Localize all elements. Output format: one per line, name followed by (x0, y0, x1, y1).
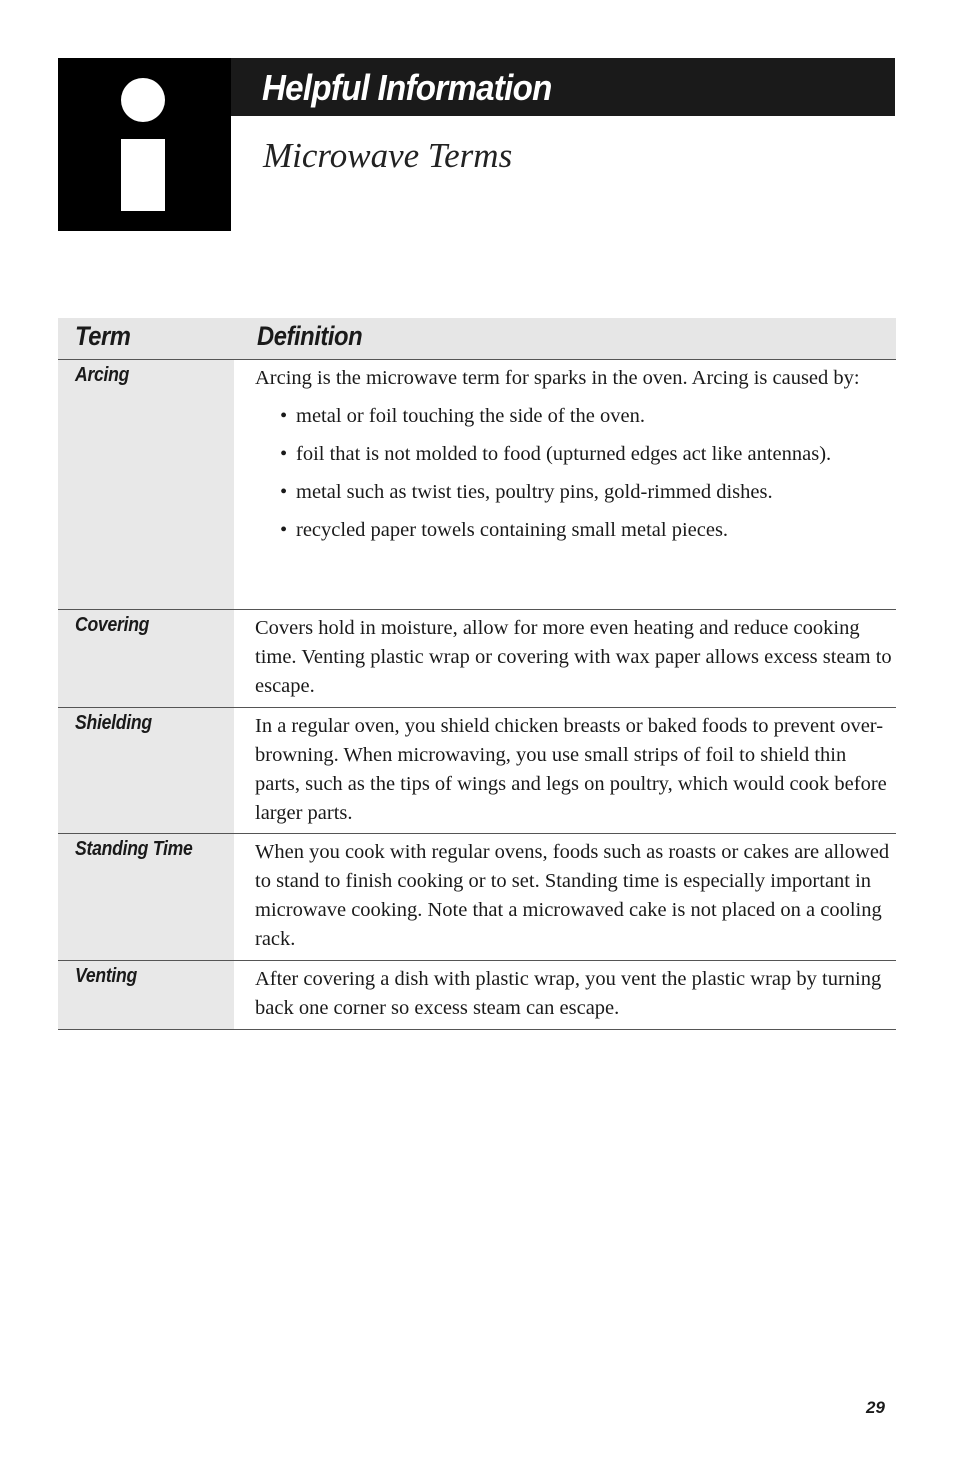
page-title: Microwave Terms (263, 136, 513, 175)
list-item: • recycled paper towels containing small metal pieces. (280, 519, 729, 541)
term-cell (58, 360, 234, 609)
info-icon-dot (121, 78, 165, 122)
term-label: Shielding (75, 712, 152, 734)
term-label: Covering (75, 614, 150, 636)
table-row (58, 961, 896, 1030)
table-row (58, 708, 896, 834)
definition-cell (234, 610, 896, 707)
definition-text: Arcing is the microwave term for sparks in the oven. Arcing is caused by: (255, 367, 860, 389)
definition-text: When you cook with regular ovens, foods such as roasts or cakes are allowed to stand to finish cooking or to set. Standing time is especially important in microwave cooking. Note that a microwaved cake is not placed on a cooling rack. (255, 841, 890, 950)
section-title: Helpful Information (262, 67, 552, 108)
definition-cell (234, 961, 896, 1029)
term-cell (58, 961, 234, 1029)
list-item: • foil that is not molded to food (upturned edges act like antennas). (280, 443, 832, 465)
term-label: Standing Time (75, 838, 193, 860)
bullet-list (255, 402, 896, 545)
term-cell (58, 610, 234, 707)
definition-cell (234, 708, 896, 833)
term-cell (58, 708, 234, 833)
term-column-header: Term (75, 321, 131, 351)
term-label: Venting (75, 965, 138, 987)
info-icon-stem (121, 139, 165, 211)
definition-column-header: Definition (257, 321, 363, 351)
table-row (58, 610, 896, 708)
term-cell (58, 834, 234, 960)
table-header (58, 318, 896, 360)
table-row (58, 360, 896, 610)
table-row (58, 834, 896, 961)
list-item: • metal such as twist ties, poultry pins, gold-rimmed dishes. (280, 481, 773, 503)
terms-table (58, 318, 896, 1030)
term-label: Arcing (75, 364, 130, 386)
definition-cell (234, 360, 896, 609)
list-item: • metal or foil touching the side of the oven. (280, 405, 645, 427)
definition-text: After covering a dish with plastic wrap, you vent the plastic wrap by turning back one corner so excess steam can escape. (255, 968, 882, 1019)
definition-cell (234, 834, 896, 960)
definition-text: Covers hold in moisture, allow for more even heating and reduce cooking time. Venting plastic wrap or covering with wax paper allows excess steam to escape. (255, 617, 892, 697)
page-number: 29 (866, 1398, 885, 1417)
definition-text: In a regular oven, you shield chicken breasts or baked foods to prevent over-browning. When microwaving, you use small strips of foil to shield thin parts, such as the tips of wings and legs on poultry, which would cook before larger parts. (255, 715, 887, 824)
